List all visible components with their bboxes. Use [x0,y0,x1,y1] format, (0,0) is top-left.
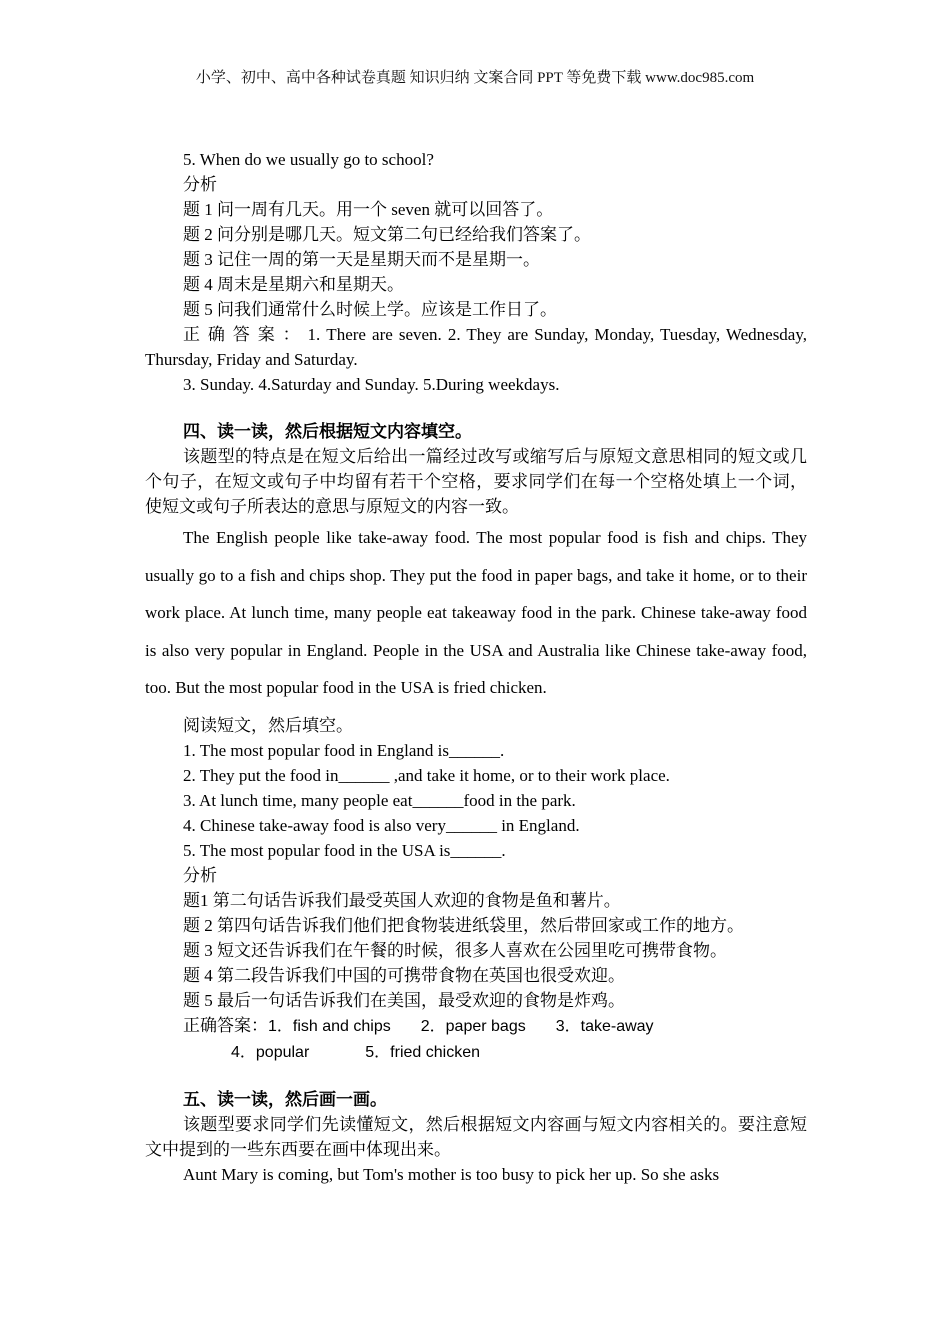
fill-question: 2. They put the food in______ ,and take it home, or to their work place. [183,765,670,785]
answer-item: 1．fish and chips [268,1017,391,1035]
section-5-heading: 五、读一读，然后画一画。 [183,1089,387,1109]
analysis-label: 分析 [183,865,217,885]
analysis-note: 题 3 短文还告诉我们在午餐的时候，很多人喜欢在公园里吃可携带食物。 [183,940,727,960]
answers-row-2 [145,1039,807,1065]
section-4-passage: The English people like take-away food. The most popular food is fish and chips. They usually go to a fish and chips shop. They put the food in paper bags, and take it home, or to their work place. At lunch time, many people eat takeaway food in the park. Chinese take-away food is also very popular in England. People in the USA and Australia like Chinese take-away food, too. But the most popular food in the USA is fried chicken. [145,528,807,697]
analysis-note: 题 5 最后一句话告诉我们在美国，最受欢迎的食物是炸鸡。 [183,990,625,1010]
section-4-intro: 该题型的特点是在短文后给出一篇经过改写或缩写后与原短文意思相同的短文或几个句子，在短文或句子中均留有若干个空格，要求同学们在每一个空格处填上一个词，使短文或句子所表达的意思与原短文的内容一致。 [145,447,807,516]
analysis-note: 题 2 问分别是哪几天。短文第二句已经给我们答案了。 [183,225,591,244]
instruction: 阅读短文，然后填空。 [183,715,353,735]
correct-answers: 正 确 答 案 ： 1. There are seven. 2. They are Sunday, Monday, Tuesday, Wednesday, Thursday, Friday and Saturday. [145,325,807,369]
analysis-note: 题 2 第四句话告诉我们他们把食物装进纸袋里，然后带回家或工作的地方。 [183,915,744,935]
fill-question: 5. The most popular food in the USA is______. [183,840,506,860]
answer-item: 2．paper bags [420,1017,526,1035]
question-5: 5. When do we usually go to school? [183,150,434,169]
fill-question: 1. The most popular food in England is______. [183,740,505,760]
section-5-intro: 该题型要求同学们先读懂短文，然后根据短文内容画与短文内容相关的。要注意短文中提到的一些东西要在画中体现出来。 [145,1114,807,1159]
analysis-note: 题 4 第二段告诉我们中国的可携带食物在英国也很受欢迎。 [183,965,625,985]
analysis-note: 题 1 问一周有几天。用一个 seven 就可以回答了。 [183,200,554,219]
fill-question: 3. At lunch time, many people eat______food in the park. [183,790,576,810]
fill-question: 4. Chinese take-away food is also very______ in England. [183,815,580,835]
correct-answers-cont: 3. Sunday. 4.Saturday and Sunday. 5.During weekdays. [183,375,560,394]
page-header: 小学、初中、高中各种试卷真题 知识归纳 文案合同 PPT 等免费下载 www.doc985.com [195,70,755,86]
analysis-note: 题 5 问我们通常什么时候上学。应该是工作日了。 [183,300,557,319]
answer-item: 4．popular [231,1043,310,1061]
section-4-heading: 四、读一读，然后根据短文内容填空。 [183,422,472,441]
answers-label: 正确答案： [183,1015,268,1035]
section-5-passage: Aunt Mary is coming, but Tom's mother is too busy to pick her up. So she asks [183,1164,720,1184]
analysis-note: 题 3 记住一周的第一天是星期天而不是星期一。 [183,250,540,269]
answer-item: 3．take-away [555,1017,654,1035]
analysis-label: 分析 [183,175,217,194]
analysis-note: 题1 第二句话告诉我们最受英国人欢迎的食物是鱼和薯片。 [183,890,621,910]
document-body [145,147,807,1187]
analysis-note: 题 4 周末是星期六和星期天。 [183,275,404,294]
answer-item: 5．fried chicken [365,1043,481,1061]
answers-row-1 [145,1013,807,1039]
